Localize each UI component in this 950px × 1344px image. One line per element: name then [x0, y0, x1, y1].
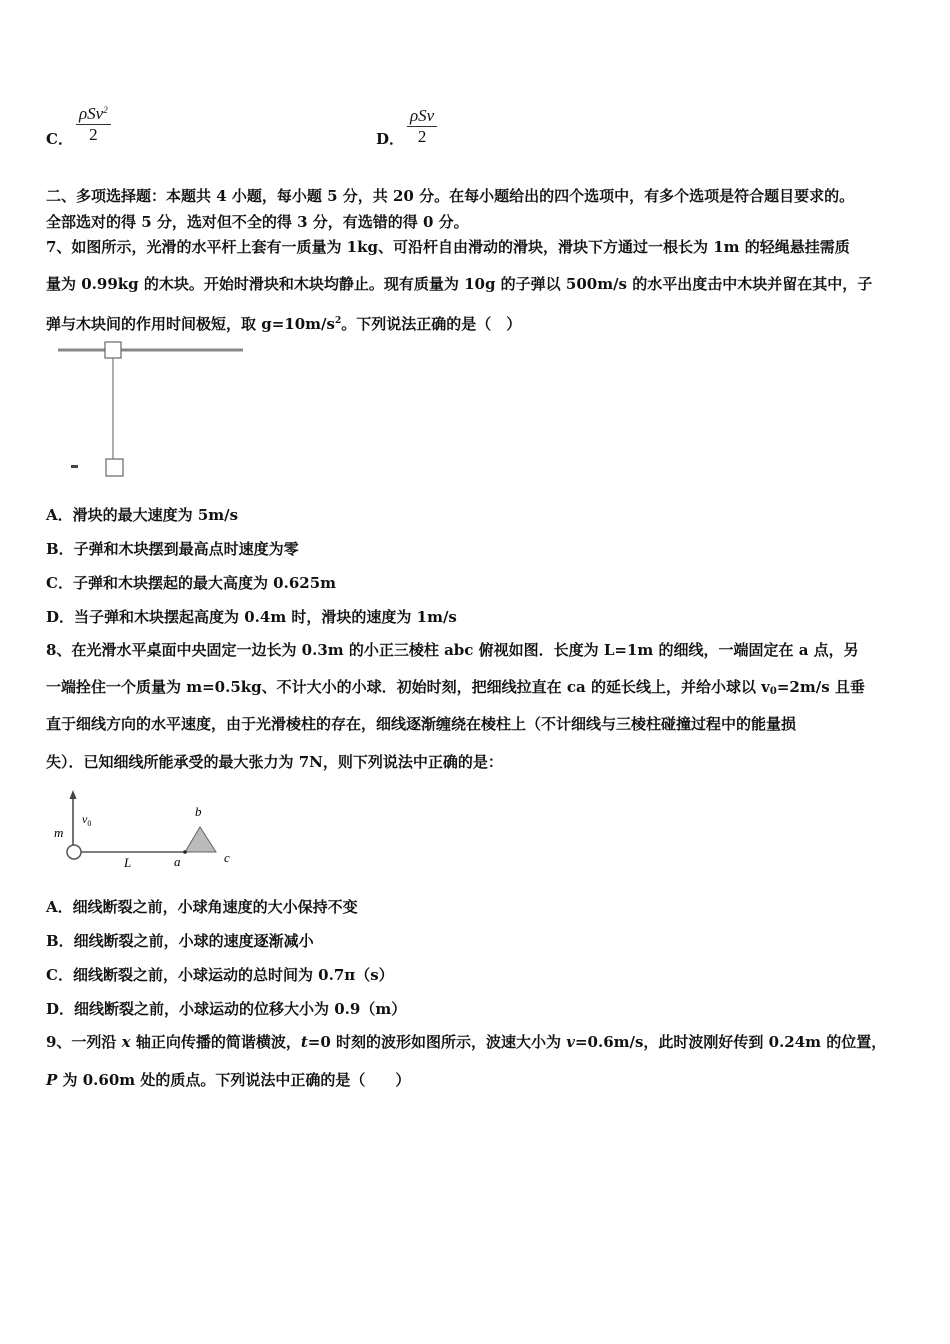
q9-l1-v: v: [566, 1033, 575, 1051]
option-c-exponent: 2: [103, 105, 108, 115]
label-c: c: [224, 850, 230, 865]
option-d-denominator: 2: [417, 127, 427, 146]
option-c-denominator: 2: [89, 125, 98, 144]
q8-line2: [46, 677, 865, 702]
q8-option-d: D．细线断裂之前，小球运动的位移大小为 0.9（m）: [46, 1000, 407, 1018]
label-L: L: [124, 855, 132, 870]
option-d-formula: [407, 106, 437, 147]
q8-string-figure: [50, 788, 240, 870]
q9-line1: [46, 1032, 886, 1052]
q8-line1: 8、在光滑水平桌面中央固定一边长为 0.3m 的小正三棱柱 abc 俯视如图．长度为 L=1m 的细线，一端固定在 a 点，另: [46, 641, 859, 659]
bullet: [71, 465, 78, 468]
q8-line2-sub: 0: [769, 686, 777, 697]
q7-line3-end: 。下列说法正确的是（ ）: [341, 315, 522, 333]
q9-l1-c: =0 时刻的波形如图所示，波速大小为: [307, 1033, 567, 1051]
q7-line3-sup: 2: [334, 316, 342, 326]
q8-line2-end: =2m/s 且垂: [776, 678, 865, 696]
q8-line2-text: 一端拴住一个质量为 m=0.5kg、不计大小的小球．初始时刻，把细线拉直在 ca 的延长线上，并给小球以 v: [46, 678, 770, 696]
q9-line2: [46, 1070, 410, 1090]
q7-line2: 量为 0.99kg 的木块。开始时滑块和木块均静止。现有质量为 10g 的子弹以 500m/s 的水平出度击中木块并留在其中，子: [46, 275, 873, 293]
q8-option-c: C．细线断裂之前，小球运动的总时间为 0.7π（s）: [46, 966, 394, 984]
q7-option-d: D．当子弹和木块摆起高度为 0.4m 时，滑块的速度为 1m/s: [46, 608, 457, 626]
q9-l1-a: 9、一列沿: [46, 1033, 122, 1051]
q7-option-a: A．滑块的最大速度为 5m/s: [46, 506, 239, 524]
q9-l2-rest: 为 0.60m 处的质点。下列说法中正确的是（ ）: [57, 1071, 411, 1089]
q9-l1-d: =0.6m/s，此时波刚好传到 0.24m 的位置，: [574, 1033, 887, 1051]
triangular-prism: [185, 827, 216, 852]
label-v0-base: v: [82, 812, 88, 826]
small-ball: [67, 845, 81, 859]
q9-l1-t: t: [300, 1033, 308, 1051]
option-c-label: C．: [46, 130, 73, 148]
option-d-numerator: ρSv: [407, 106, 437, 127]
q8-option-b: B．细线断裂之前，小球的速度逐渐减小: [46, 932, 314, 950]
q7-line3: [46, 311, 521, 334]
velocity-arrowhead: [70, 790, 77, 799]
section-heading-line1: 二、多项选择题：本题共 4 小题，每小题 5 分，共 20 分。在每小题给出的四个选项中，有多个选项是符合题目要求的。: [46, 187, 855, 205]
q7-pendulum-figure: [50, 338, 250, 488]
slider-block: [105, 342, 121, 358]
q8-line4: 失）．已知细线所能承受的最大张力为 7N，则下列说法中正确的是：: [46, 753, 503, 771]
q7-option-b: B．子弹和木块摆到最高点时速度为零: [46, 540, 299, 558]
option-d-label: D．: [376, 130, 405, 148]
label-v0: [82, 812, 91, 828]
option-c-formula: [76, 104, 111, 145]
point-a-dot: [183, 850, 187, 854]
label-a: a: [174, 854, 181, 869]
label-m: m: [54, 825, 64, 840]
q8-line3: 直于细线方向的水平速度，由于光滑棱柱的存在，细线逐渐缠绕在棱柱上（不计细线与三棱柱碰撞过程中的能量损: [46, 715, 797, 733]
label-b: b: [195, 804, 202, 819]
q8-option-a: A．细线断裂之前，小球角速度的大小保持不变: [46, 898, 358, 916]
q9-l1-x: x: [121, 1033, 131, 1051]
q7-line1: 7、如图所示，光滑的水平杆上套有一质量为 1kg、可沿杆自由滑动的滑块，滑块下方通过一根长为 1m 的轻绳悬挂需质: [46, 238, 850, 256]
q7-option-c: C．子弹和木块摆起的最大高度为 0.625m: [46, 574, 337, 592]
section-heading-line2: 全部选对的得 5 分，选对但不全的得 3 分，有选错的得 0 分。: [46, 213, 469, 231]
q7-line3-text: 弹与木块间的作用时间极短，取 g=10m/s: [46, 315, 335, 333]
option-c-numerator: ρSv: [79, 104, 104, 123]
wooden-block: [106, 459, 123, 476]
label-v0-sub: 0: [87, 819, 92, 828]
q9-l1-b: 轴正向传播的简谐横波，: [130, 1033, 301, 1051]
q9-l2-p: P: [46, 1071, 58, 1089]
